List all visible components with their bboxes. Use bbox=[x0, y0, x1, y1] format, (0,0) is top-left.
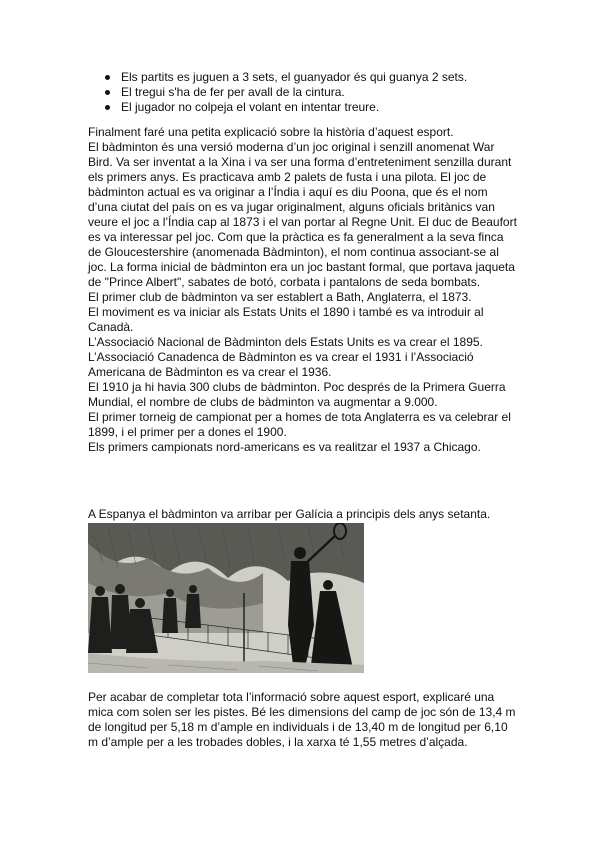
list-item bbox=[88, 70, 528, 85]
history-paragraph: L’Associació Canadenca de Bàdminton es va crear el 1931 i l’Associació Americana de Bàdminton es va crear el 1936. bbox=[88, 350, 474, 379]
bullet-icon bbox=[105, 105, 110, 110]
historical-badminton-engraving-icon bbox=[88, 523, 364, 673]
history-paragraph: El 1910 ja hi havia 300 clubs de bàdminton. Poc després de la Primera Guerra Mundial, el nombre de clubs de bàdminton va augmentar a 9.000. bbox=[88, 380, 506, 409]
history-paragraph: El moviment es va iniciar als Estats Units el 1890 i també es va introduir al Canadà. bbox=[88, 305, 484, 334]
courts-paragraph bbox=[88, 690, 518, 750]
list-item-text: El jugador no colpeja el volant en intentar treure. bbox=[121, 100, 380, 114]
history-paragraph: L’Associació Nacional de Bàdminton dels Estats Units es va crear el 1895. bbox=[88, 335, 483, 349]
history-section bbox=[88, 125, 518, 455]
list-item-text: El tregui s'ha de fer per avall de la cintura. bbox=[121, 85, 345, 99]
history-paragraph: El bàdminton és una versió moderna d’un joc original i senzill anomenat War Bird. Va ser inventat a la Xina i va ser una forma d’entreteniment senzilla durant els primers anys. Es practicava amb 2 palets de fusta i una pilota. El joc de bàdminton actual es va originar a l’Índia i aquí es diu Poona, que és el nom d’una ciutat del país on es va jugar originalment, alguns oficials britànics van veure el joc a l’Índia cap al 1873 i el van portar al Regne Unit. El duc de Beaufort es va interessar pel joc. Com que la pràctica es fa generalment a la seva finca de Gloucestershire (anomenada Bàdminton), el nom continua associant-se al joc. La forma inicial de bàdminton era un joc bastant formal, que portava jaqueta de "Prince Albert", sabates de botó, corbata i pantalons de seda bombats. bbox=[88, 140, 517, 289]
spain-text: A Espanya el bàdminton va arribar per Galícia a principis dels anys setanta. bbox=[88, 507, 491, 521]
history-paragraph: Finalment faré una petita explicació sobre la història d’aquest esport. bbox=[88, 125, 454, 139]
history-paragraph: El primer club de bàdminton va ser establert a Bath, Anglaterra, el 1873. bbox=[88, 290, 472, 304]
list-item bbox=[88, 100, 528, 115]
bullet-icon bbox=[105, 90, 110, 95]
list-item bbox=[88, 85, 528, 100]
courts-text: Per acabar de completar tota l’informació sobre aquest esport, explicaré una mica com solen ser les pistes. Bé les dimensions del camp de joc són de 13,4 m de longitud per 5,18 m d’ample en individuals i de 13,40 m de longitud per 6,10 m d’ample per a les trobades dobles, i la xarxa té 1,55 metres d’alçada. bbox=[88, 690, 516, 749]
spain-paragraph bbox=[88, 507, 518, 522]
rules-bullet-list bbox=[88, 70, 528, 115]
history-paragraph: El primer torneig de campionat per a homes de tota Anglaterra es va celebrar el 1899, i el primer per a dones el 1900. bbox=[88, 410, 511, 439]
list-item-text: Els partits es juguen a 3 sets, el guanyador és qui guanya 2 sets. bbox=[121, 70, 468, 84]
historical-badminton-image bbox=[88, 523, 364, 673]
history-paragraph: Els primers campionats nord-americans es va realitzar el 1937 a Chicago. bbox=[88, 440, 481, 454]
bullet-icon bbox=[105, 75, 110, 80]
